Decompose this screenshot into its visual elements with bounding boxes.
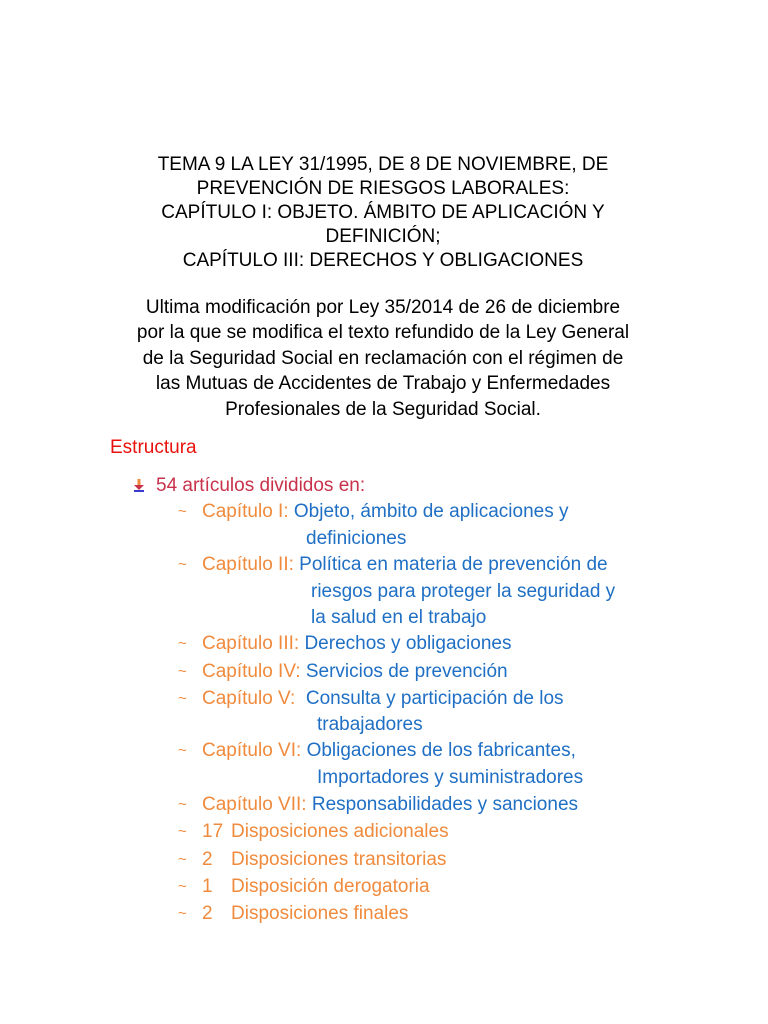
title-line: CAPÍTULO III: DERECHOS Y OBLIGACIONES bbox=[182, 250, 584, 271]
disposition-count: 2 bbox=[202, 903, 213, 924]
tilde-bullet-icon: ~ bbox=[178, 635, 187, 652]
chapter-description: Objeto, ámbito de aplicaciones y bbox=[293, 501, 569, 522]
disposition-item bbox=[178, 874, 430, 901]
chapter-description-continued: trabajadores bbox=[317, 714, 423, 735]
chapter-label: Capítulo V: bbox=[202, 688, 296, 709]
disposition-text: Disposición derogatoria bbox=[231, 876, 430, 897]
document-title bbox=[100, 153, 666, 273]
chapter-description-continued: riesgos para proteger la seguridad y bbox=[311, 581, 616, 602]
chapter-label: Capítulo IV: bbox=[202, 661, 301, 682]
chapter-label: Capítulo III: bbox=[202, 633, 300, 654]
chapter-description: Obligaciones de los fabricantes, bbox=[306, 740, 576, 761]
note-line: Profesionales de la Seguridad Social. bbox=[225, 398, 541, 420]
disposition-count: 17 bbox=[202, 821, 224, 842]
chapter-item bbox=[178, 738, 576, 765]
tilde-bullet-icon: ~ bbox=[178, 690, 187, 707]
disposition-count: 2 bbox=[202, 849, 213, 870]
chapter-description: Derechos y obligaciones bbox=[304, 633, 512, 654]
chapter-description-continued: definiciones bbox=[306, 528, 407, 549]
articles-text: 54 artículos divididos en: bbox=[156, 475, 366, 496]
chapter-label: Capítulo II: bbox=[202, 554, 294, 575]
chapter-item bbox=[178, 686, 564, 713]
disposition-item bbox=[178, 819, 449, 846]
section-heading: Estructura bbox=[110, 437, 197, 458]
tilde-bullet-icon: ~ bbox=[178, 663, 187, 680]
tilde-bullet-icon: ~ bbox=[178, 905, 187, 922]
chapter-item bbox=[178, 792, 578, 819]
chapter-item bbox=[178, 552, 608, 579]
chapter-item bbox=[178, 499, 569, 526]
tilde-bullet-icon: ~ bbox=[178, 556, 187, 573]
chapter-description: Política en materia de prevención de bbox=[299, 554, 608, 575]
chapter-description: Servicios de prevención bbox=[305, 661, 508, 682]
tilde-bullet-icon: ~ bbox=[178, 503, 187, 520]
chapter-item bbox=[178, 631, 511, 658]
note-line: Ultima modificación por Ley 35/2014 de 26 de diciembre bbox=[145, 297, 621, 318]
down-arrow-bullet-icon bbox=[132, 478, 146, 492]
disposition-count: 1 bbox=[202, 876, 213, 897]
tilde-bullet-icon: ~ bbox=[178, 823, 187, 840]
tilde-bullet-icon: ~ bbox=[178, 878, 187, 895]
chapter-label: Capítulo I: bbox=[202, 501, 289, 522]
articles-bullet bbox=[132, 474, 365, 498]
disposition-item bbox=[178, 901, 408, 928]
note-line: por la que se modifica el texto refundido de la Ley General bbox=[136, 322, 630, 344]
title-line: DEFINICIÓN; bbox=[325, 226, 441, 247]
disposition-text: Disposiciones finales bbox=[231, 903, 409, 924]
disposition-text: Disposiciones transitorias bbox=[231, 849, 447, 870]
title-line: CAPÍTULO I: OBJETO. ÁMBITO DE APLICACIÓN Y bbox=[161, 202, 605, 223]
tilde-bullet-icon: ~ bbox=[178, 851, 187, 868]
chapter-description: Responsabilidades y sanciones bbox=[311, 794, 579, 815]
chapter-description: Consulta y participación de los bbox=[305, 688, 564, 709]
chapter-item bbox=[178, 659, 508, 686]
title-line: PREVENCIÓN DE RIESGOS LABORALES: bbox=[196, 178, 570, 199]
chapter-description-continued: Importadores y suministradores bbox=[317, 767, 584, 788]
tilde-bullet-icon: ~ bbox=[178, 796, 187, 813]
title-line: TEMA 9 LA LEY 31/1995, DE 8 DE NOVIEMBRE, DE bbox=[157, 154, 609, 175]
disposition-item bbox=[178, 847, 446, 874]
modification-note bbox=[100, 295, 666, 422]
tilde-bullet-icon: ~ bbox=[178, 742, 187, 759]
chapter-description-continued: la salud en el trabajo bbox=[311, 607, 487, 628]
note-line: las Mutuas de Accidentes de Trabajo y Enfermedades bbox=[155, 373, 611, 395]
chapter-label: Capítulo VI: bbox=[202, 740, 302, 761]
note-line: de la Seguridad Social en reclamación con el régimen de bbox=[142, 347, 624, 369]
disposition-text: Disposiciones adicionales bbox=[231, 821, 449, 842]
chapter-label: Capítulo VII: bbox=[202, 794, 307, 815]
